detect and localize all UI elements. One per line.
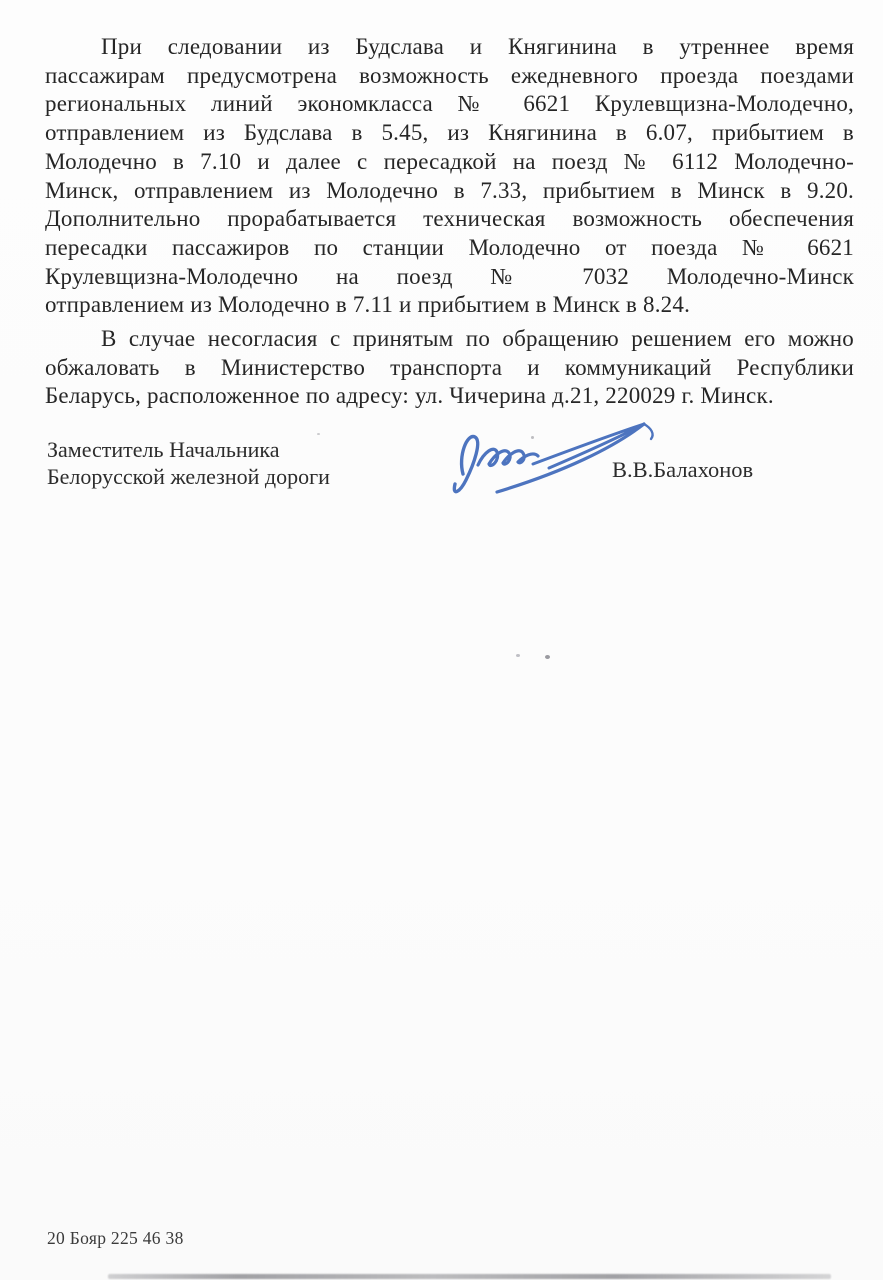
scan-speck — [545, 655, 550, 659]
scan-speck — [516, 654, 520, 657]
text-line: Минск, отправлением из Молодечно в 7.33, прибытием в Минск в 9.20. — [45, 177, 854, 203]
scan-edge-artifact — [108, 1274, 831, 1279]
footer-reference-note: 20 Бояр 225 46 38 — [47, 1228, 184, 1248]
text-line: региональных линий экономкласса № 6621 Крулевщизна-Молодечно, — [45, 91, 854, 117]
signatory-title — [47, 436, 330, 490]
text-line: пассажирам предусмотрена возможность ежедневного проезда поездами — [45, 62, 854, 88]
text-line: пересадки пассажиров по станции Молодечно от поезда № 6621 — [45, 234, 854, 260]
scan-speck — [317, 433, 320, 435]
signatory-title-line1: Заместитель Начальника — [47, 437, 280, 462]
text-line: отправлением из Будслава в 5.45, из Княгинина в 6.07, прибытием в — [45, 120, 854, 146]
text-line: Дополнительно прорабатывается техническая возможность обеспечения — [45, 206, 854, 232]
handwritten-signature-icon — [445, 412, 667, 500]
paragraph — [45, 33, 854, 320]
text-line: При следовании из Будслава и Княгинина в утреннее время — [101, 34, 854, 59]
text-line: обжаловать в Министерство транспорта и коммуникаций Республики — [45, 354, 854, 380]
paragraph — [45, 325, 854, 411]
text-line: Молодечно в 7.10 и далее с пересадкой на поезд № 6112 Молодечно- — [45, 148, 854, 174]
signatory-title-line2: Белорусской железной дороги — [47, 464, 330, 489]
letter-body-text — [45, 33, 854, 411]
scan-speck — [531, 436, 534, 439]
text-line: Беларусь, расположенное по адресу: ул. Чичерина д.21, 220029 г. Минск. — [45, 383, 774, 409]
text-line: Крулевщизна-Молодечно на поезд № 7032 Молодечно-Минск — [45, 263, 854, 289]
text-line: В случае несогласия с принятым по обращению решением его можно — [101, 326, 854, 352]
signatory-name: В.В.Балахонов — [612, 457, 754, 482]
text-line: отправлением из Молодечно в 7.11 и прибытием в Минск в 8.24. — [45, 292, 691, 318]
